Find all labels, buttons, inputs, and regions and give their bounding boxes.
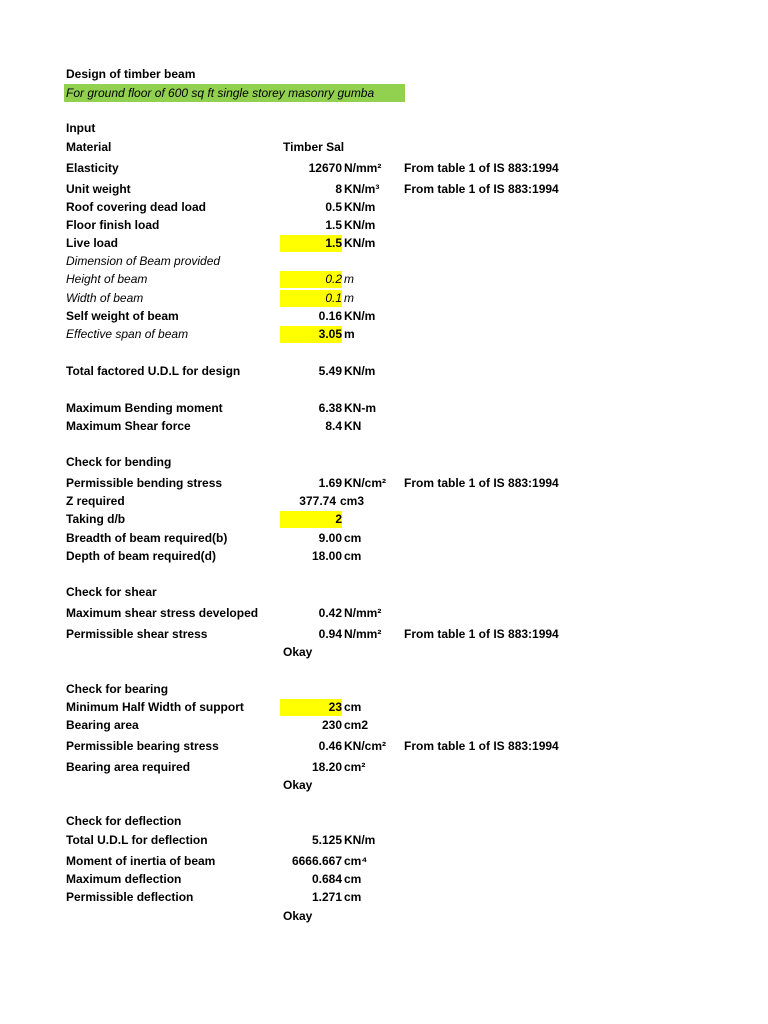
row-deflection-result [0,908,768,925]
title-row [0,66,768,83]
row-elasticity [0,160,768,177]
unit: m [344,291,354,305]
label: Taking d/b [66,512,126,526]
unit: m [344,272,354,286]
row-depth [0,548,768,565]
value-highlighted[interactable]: 1.5 [280,235,342,252]
unit: m [344,327,355,341]
unit: cm [344,531,362,545]
label: Total U.D.L for deflection [66,833,208,847]
row-z-required [0,493,768,510]
label: Z required [66,494,125,508]
unit: KN/m [344,833,376,847]
label: Dimension of Beam provided [66,254,221,268]
unit: KN/m [344,200,376,214]
unit: KN/m [344,364,376,378]
value[interactable]: 377.74 [299,494,336,508]
subtitle: For ground floor of 600 sq ft single storey masonry gumba [64,84,405,102]
row-max-shear-stress [0,605,768,622]
row-inertia [0,853,768,870]
label: Self weight of beam [66,309,179,323]
row-self-weight [0,308,768,325]
unit: cm² [344,760,366,774]
row-max-sf [0,418,768,435]
label: Minimum Half Width of support [66,700,244,714]
row-unit-weight [0,181,768,198]
value[interactable]: 1.271 [311,890,342,904]
label: Unit weight [66,182,131,196]
unit: N/mm² [344,627,382,641]
value[interactable]: Timber Sal [283,140,345,154]
reference: From table 1 of IS 883:1994 [404,739,559,753]
unit: N/mm² [344,606,382,620]
value[interactable]: 12670 [308,161,342,175]
label: Live load [66,236,119,250]
row-total-udl [0,363,768,380]
value[interactable]: 9.00 [318,531,342,545]
result-okay: Okay [283,778,313,792]
row-perm-bearing [0,738,768,755]
section-heading: Check for bearing [66,682,169,696]
reference: From table 1 of IS 883:1994 [404,476,559,490]
row-span [0,326,768,343]
unit: cm2 [344,718,369,732]
label: Elasticity [66,161,119,175]
unit: KN [344,419,362,433]
unit: KN/m³ [344,182,380,196]
unit: KN/m [344,309,376,323]
row-dimension [0,253,768,270]
value[interactable]: 0.42 [318,606,342,620]
label: Permissible deflection [66,890,194,904]
row-floor-finish [0,217,768,234]
unit: cm [344,549,362,563]
value[interactable]: 8 [335,182,342,196]
row-width [0,290,768,307]
label: Maximum deflection [66,872,182,886]
shear-heading-row [0,584,768,601]
row-live-load [0,235,768,252]
unit: N/mm² [344,161,382,175]
row-deflection-udl [0,832,768,849]
unit: cm [344,700,362,714]
value[interactable]: 5.49 [318,364,342,378]
page-title: Design of timber beam [66,67,196,81]
value-highlighted[interactable]: 2 [280,511,342,528]
row-bearing-area-req [0,759,768,776]
label: Permissible bending stress [66,476,223,490]
reference: From table 1 of IS 883:1994 [404,182,559,196]
section-heading: Check for bending [66,455,172,469]
result-okay: Okay [283,645,313,659]
label: Effective span of beam [66,327,189,341]
unit: KN/cm² [344,739,387,753]
label: Maximum shear stress developed [66,606,259,620]
value[interactable]: 5.125 [311,833,342,847]
label: Breadth of beam required(b) [66,531,228,545]
label: Maximum Shear force [66,419,191,433]
value[interactable]: 6.38 [318,401,342,415]
unit: cm3 [340,494,365,508]
row-material [0,139,768,156]
unit: KN-m [344,401,376,415]
row-bearing-result [0,777,768,794]
unit: cm [344,872,362,886]
label: Roof covering dead load [66,200,207,214]
value[interactable]: 18.20 [311,760,342,774]
row-breadth [0,530,768,547]
label: Permissible bearing stress [66,739,219,753]
input-heading: Input [66,121,96,135]
row-max-bm [0,400,768,417]
result-okay: Okay [283,909,313,923]
label: Moment of inertia of beam [66,854,216,868]
value[interactable]: 8.4 [325,419,342,433]
row-half-width [0,699,768,716]
value[interactable]: 230 [321,718,342,732]
unit: KN/cm² [344,476,387,490]
row-shear-result [0,644,768,661]
value[interactable]: 0.5 [325,200,342,214]
value-highlighted[interactable]: 23 [280,699,342,716]
unit: cm [344,890,362,904]
label: Material [66,140,112,154]
deflection-heading-row [0,813,768,830]
bearing-heading-row [0,681,768,698]
reference: From table 1 of IS 883:1994 [404,627,559,641]
value[interactable]: 0.46 [318,739,342,753]
label: Height of beam [66,272,148,286]
row-max-deflection [0,871,768,888]
value[interactable]: 18.00 [311,549,342,563]
value-highlighted[interactable]: 0.1 [280,290,342,307]
value[interactable]: 0.94 [318,627,342,641]
section-heading: Check for deflection [66,814,182,828]
row-height [0,271,768,288]
row-d-b [0,511,768,528]
unit: KN/m [344,218,376,232]
reference: From table 1 of IS 883:1994 [404,161,559,175]
value-highlighted[interactable]: 3.05 [280,326,342,343]
label: Bearing area required [66,760,191,774]
row-perm-bending [0,475,768,492]
label: Permissible shear stress [66,627,208,641]
value[interactable]: 1.5 [325,218,342,232]
bending-heading-row [0,454,768,471]
label: Bearing area [66,718,139,732]
unit: cm⁴ [344,854,368,868]
input-heading-row [0,120,768,137]
unit: KN/m [344,236,376,250]
value[interactable]: 0.684 [311,872,342,886]
label: Total factored U.D.L for design [66,364,241,378]
label: Depth of beam required(d) [66,549,217,563]
label: Maximum Bending moment [66,401,223,415]
row-perm-deflection [0,889,768,906]
row-bearing-area [0,717,768,734]
row-roof-dead-load [0,199,768,216]
value[interactable]: 6666.667 [291,854,342,868]
value-highlighted[interactable]: 0.2 [280,271,342,288]
value[interactable]: 1.69 [318,476,342,490]
label: Width of beam [66,291,144,305]
section-heading: Check for shear [66,585,157,599]
row-perm-shear [0,626,768,643]
value[interactable]: 0.16 [318,309,342,323]
label: Floor finish load [66,218,160,232]
